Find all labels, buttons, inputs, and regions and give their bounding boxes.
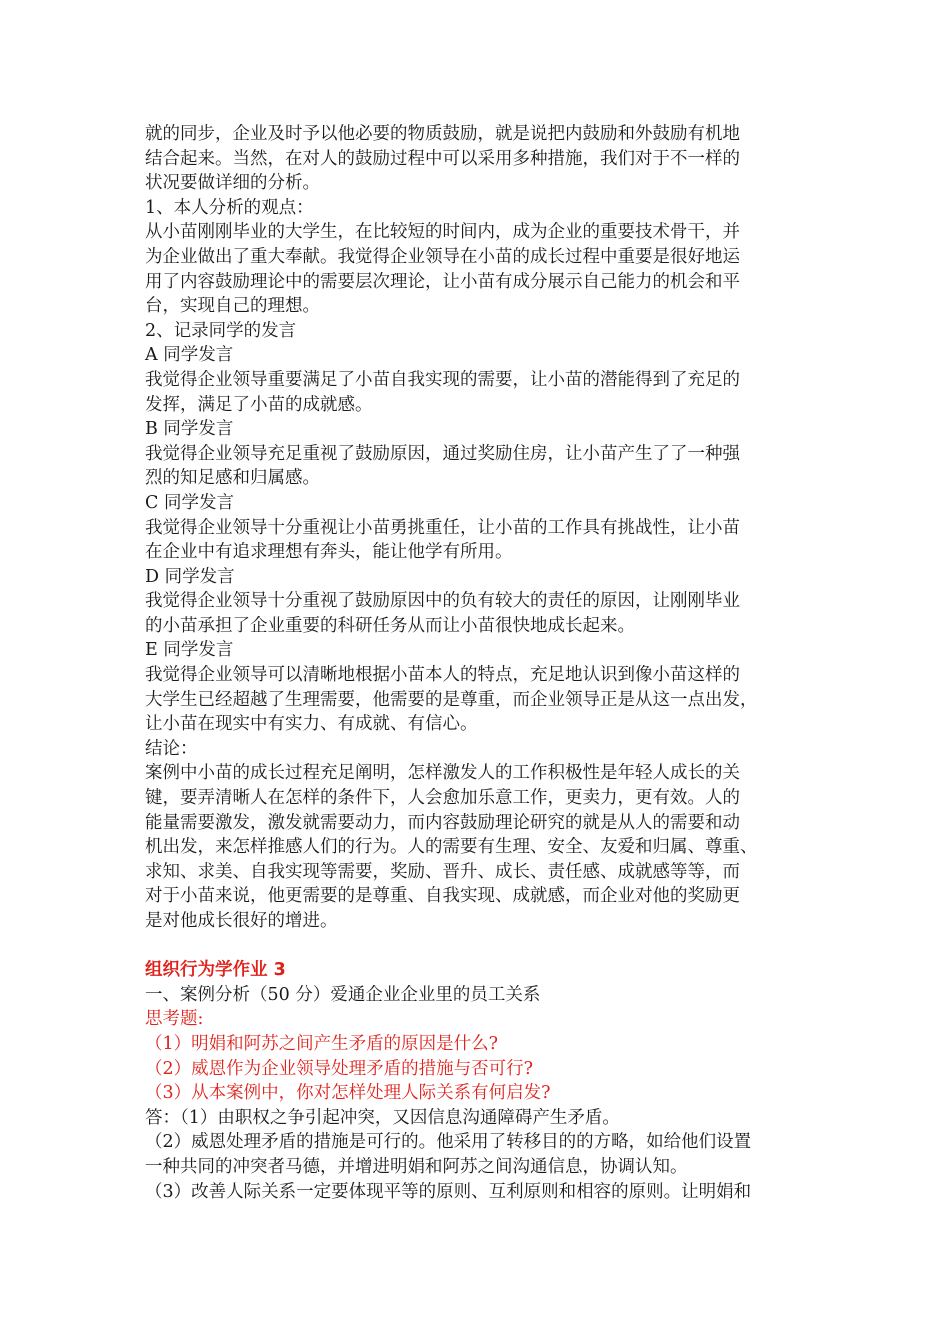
text-line: 大学生已经超越了生理需要，他需要的是尊重，而企业领导正是从这一点出发， xyxy=(145,689,758,710)
body-section-1 xyxy=(145,122,825,934)
text-line: 用了内容鼓励理论中的需要层次理论，让小苗有成分展示自己能力的机会和平 xyxy=(145,271,740,292)
answer-line: 答：（1）由职权之争引起冲突，又因信息沟通障碍产生矛盾。 xyxy=(145,1107,620,1128)
text-line: 我觉得企业领导十分重视让小苗勇挑重任，让小苗的工作具有挑战性，让小苗 xyxy=(145,517,740,538)
question-item: （1）明娟和阿苏之间产生矛盾的原因是什么? xyxy=(145,1033,499,1054)
question-item: （2）威恩作为企业领导处理矛盾的措施与否可行? xyxy=(145,1058,534,1079)
text-line: 我觉得企业领导可以清晰地根据小苗本人的特点，充足地认识到像小苗这样的 xyxy=(145,665,740,686)
text-line: 我觉得企业领导充足重视了鼓励原因，通过奖励住房，让小苗产生了了一种强 xyxy=(145,443,740,464)
text-line: 状况要做详细的分析。 xyxy=(145,173,320,194)
text-line: E 同学发言 xyxy=(145,640,234,661)
text-line: 案例中小苗的成长过程充足阐明，怎样激发人的工作积极性是年轻人成长的关 xyxy=(145,763,740,784)
text-line: 2、记录同学的发言 xyxy=(145,320,297,341)
text-line: 台，实现自己的理想。 xyxy=(145,296,320,317)
text-line: 能量需要激发，激发就需要动力，而内容鼓励理论研究的就是从人的需要和动 xyxy=(145,812,740,833)
section-spacer xyxy=(145,934,825,959)
text-line: 发挥，满足了小苗的成就感。 xyxy=(145,394,373,415)
text-line: 是对他成长很好的增进。 xyxy=(145,911,338,931)
text-line: 从小苗刚刚毕业的大学生，在比较短的时间内，成为企业的重要技术骨干，并 xyxy=(145,222,740,243)
text-line: 机出发，来怎样推感人们的行为。人的需要有生理、安全、友爱和归属、尊重、 xyxy=(145,837,758,858)
answer-line: （3）改善人际关系一定要体现平等的原则、互利原则和相容的原则。让明娟和 xyxy=(145,1181,752,1202)
text-line: 求知、求美、自我实现等需要，奖励、晋升、成长、责任感、成就感等等，而 xyxy=(145,861,740,882)
text-line: C 同学发言 xyxy=(145,492,234,513)
case-heading: 一、案例分析（50 分）爱通企业企业里的员工关系 xyxy=(145,984,541,1005)
body-section-2 xyxy=(145,958,825,1204)
text-line: 的小苗承担了企业重要的科研任务从而让小苗很快地成长起来。 xyxy=(145,615,635,636)
text-line: 为企业做出了重大奉献。我觉得企业领导在小苗的成长过程中重要是很好地运 xyxy=(145,246,740,267)
text-line: 对于小苗来说，他更需要的是尊重、自我实现、成就感，而企业对他的奖励更 xyxy=(145,886,740,907)
text-line: 结合起来。当然，在对人的鼓励过程中可以采用多种措施，我们对于不一样的 xyxy=(145,148,740,169)
answer-line: （2）威恩处理矛盾的措施是可行的。他采用了转移目的的方略，如给他们设置 xyxy=(145,1132,752,1153)
text-line: B 同学发言 xyxy=(145,419,234,440)
text-line: 就的同步，企业及时予以他必要的物质鼓励，就是说把内鼓励和外鼓励有机地 xyxy=(145,124,740,144)
text-line: 1、本人分析的观点： xyxy=(145,197,314,218)
answer-line: 一种共同的冲突者马德，并增进明娟和阿苏之间沟通信息，协调认知。 xyxy=(145,1156,688,1177)
text-line: 键，要弄清晰人在怎样的条件下，人会愈加乐意工作，更卖力，更有效。人的 xyxy=(145,788,740,809)
text-line: D 同学发言 xyxy=(145,566,235,587)
text-line: 在企业中有追求理想有奔头，能让他学有所用。 xyxy=(145,542,513,563)
text-line: 让小苗在现实中有实力、有成就、有信心。 xyxy=(145,714,478,735)
document-page xyxy=(145,122,825,1204)
question-item: （3）从本案例中，你对怎样处理人际关系有何启发? xyxy=(145,1083,551,1104)
text-line: 我觉得企业领导重要满足了小苗自我实现的需要，让小苗的潜能得到了充足的 xyxy=(145,369,740,390)
assignment-title: 组织行为学作业 3 xyxy=(145,960,286,981)
text-line: A 同学发言 xyxy=(145,345,234,366)
think-label: 思考题: xyxy=(145,1009,204,1030)
text-line: 烈的知足感和归属感。 xyxy=(145,468,320,489)
text-line: 我觉得企业领导十分重视了鼓励原因中的负有较大的责任的原因，让刚刚毕业 xyxy=(145,591,740,612)
text-line: 结论： xyxy=(145,738,198,759)
